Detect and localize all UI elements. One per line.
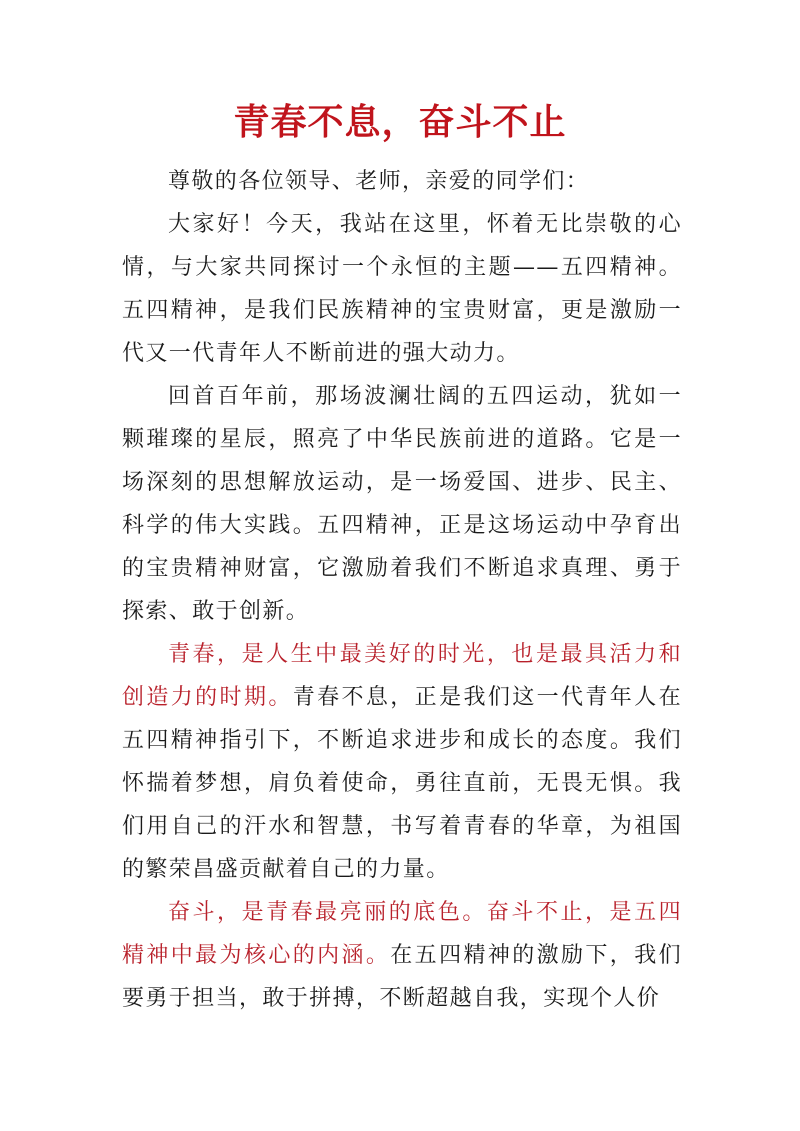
paragraph-greeting — [122, 203, 682, 375]
paragraph-youth — [122, 633, 682, 891]
paragraph-text: 在五四精神的激励下，我们要勇于担当，敢于拼搏，不断超越自我，实现个人价 — [122, 943, 682, 1011]
page-title: 青春不息，奋斗不止 — [233, 101, 567, 143]
highlighted-sentence: 奋斗，是青春最亮丽的底色。奋斗不止，是五四精神中最为核心的内涵。 — [122, 900, 682, 968]
paragraph-struggle — [122, 891, 682, 1020]
speech-body — [122, 160, 682, 1020]
paragraph-text: 回首百年前，那场波澜壮阔的五四运动，犹如一颗璀璨的星辰，照亮了中华民族前进的道路。它是一场深刻的思想解放运动，是一场爱国、进步、民主、科学的伟大实践。五四精神，正是这场运动中孕育出的宝贵精神财富，它激励着我们不断追求真理、勇于探索、敢于创新。 — [122, 384, 682, 624]
paragraph-text: 青春不息，正是我们这一代青年人在五四精神指引下，不断追求进步和成长的态度。我们怀揣着梦想，肩负着使命，勇往直前，无畏无惧。我们用自己的汗水和智慧，书写着青春的华章，为祖国的繁荣昌盛贡献着自己的力量。 — [122, 685, 682, 882]
salutation: 尊敬的各位领导、老师，亲爱的同学们： — [168, 169, 590, 194]
paragraph-text: 大家好！今天，我站在这里，怀着无比崇敬的心情，与大家共同探讨一个永恒的主题——五四精神。五四精神，是我们民族精神的宝贵财富，更是激励一代又一代青年人不断前进的强大动力。 — [122, 212, 682, 366]
highlighted-sentence: 青春，是人生中最美好的时光，也是最具活力和创造力的时期。 — [122, 642, 682, 710]
paragraph-history — [122, 375, 682, 633]
